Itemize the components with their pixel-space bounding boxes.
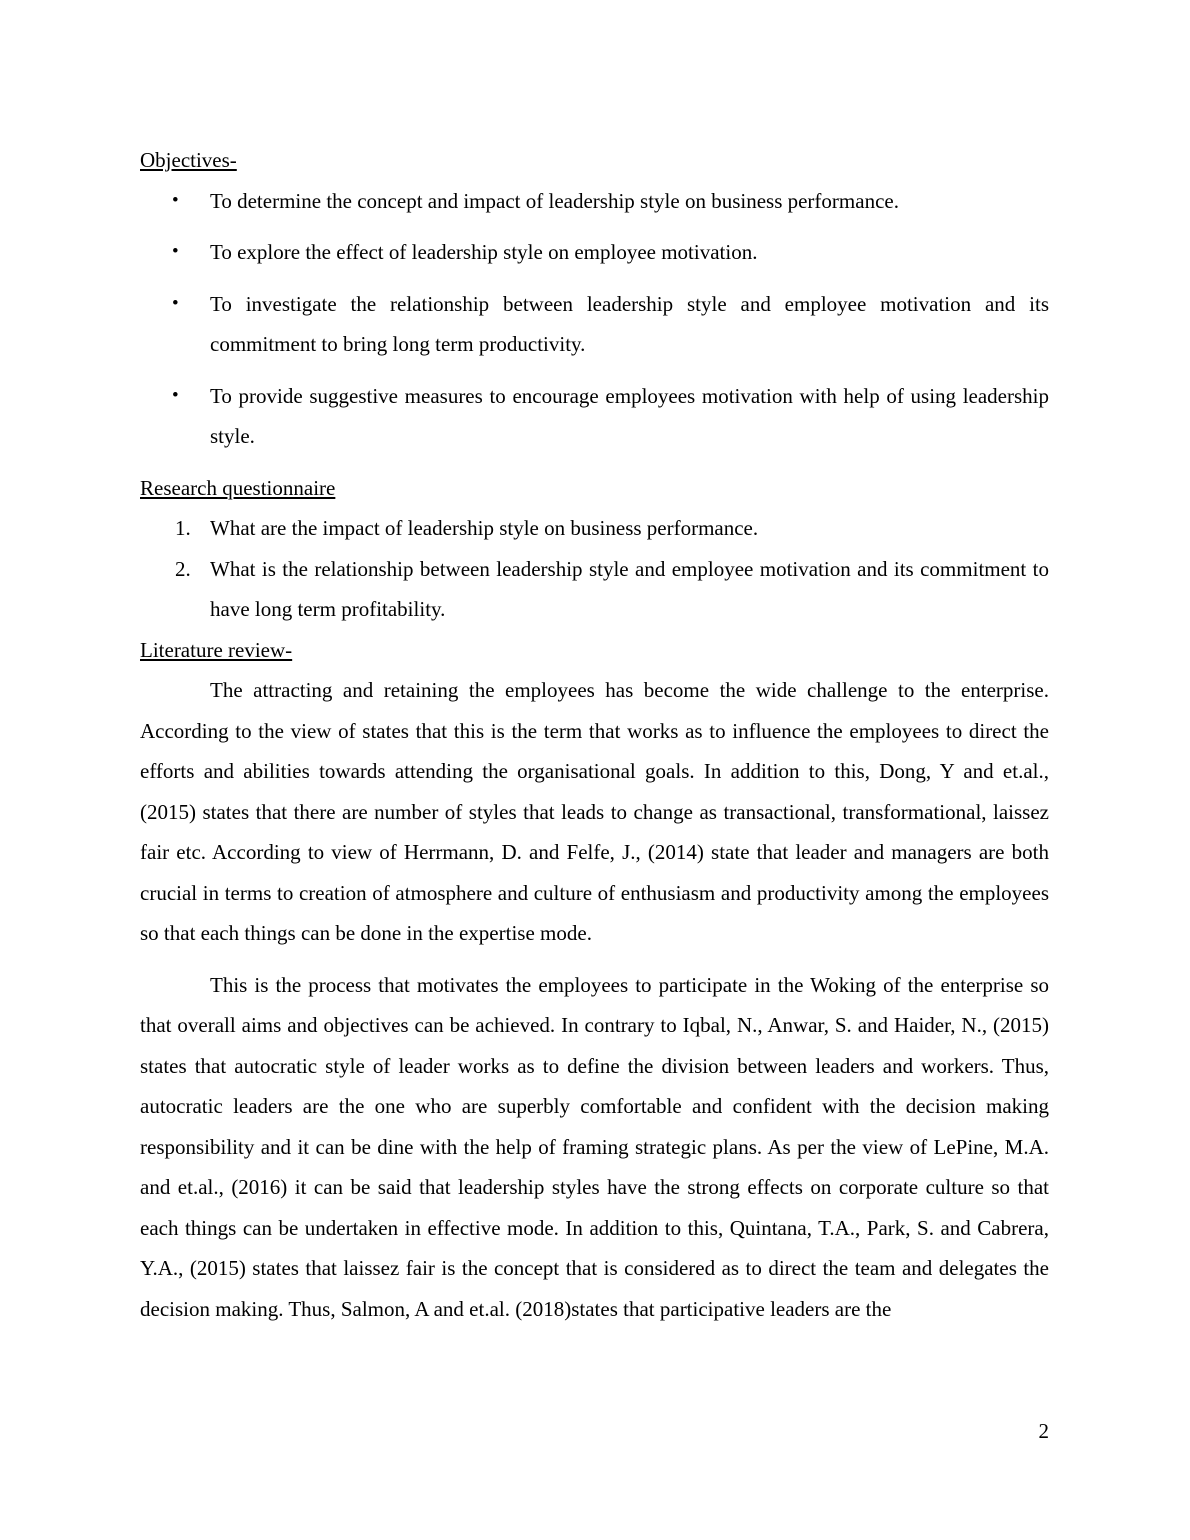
question-number: 2. xyxy=(175,556,191,581)
question-text: What is the relationship between leadership style and employee motivation and its commitment to have long term profitability. xyxy=(210,556,1049,621)
objective-item xyxy=(140,232,1049,273)
literature-paragraph: This is the process that motivates the employees to participate in the Woking of the enterprise so that overall aims and objectives can be achieved. In contrary to Iqbal, N., Anwar, S. and Haider, N., (2015) states that autocratic style of leader works as to define the division between leaders and workers. Thus, autocratic leaders are the one who are superbly comfortable and confident with the decision making responsibility and it can be dine with the help of framing strategic plans. As per the view of LePine, M.A. and et.al., (2016) it can be said that leadership styles have the strong effects on corporate culture so that each things can be undertaken in effective mode. In addition to this, Quintana, T.A., Park, S. and Cabrera, Y.A., (2015) states that laissez fair is the concept that is considered as to direct the team and delegates the decision making. Thus, Salmon, A and et.al. (2018)states that participative leaders are the xyxy=(140,972,1049,1321)
objectives-list xyxy=(140,181,1049,457)
research-question-item xyxy=(140,508,1049,549)
literature-heading: Literature review- xyxy=(140,637,293,662)
objective-text: To provide suggestive measures to encourage employees motivation with help of using leadership style. xyxy=(210,383,1049,448)
question-text: What are the impact of leadership style on business performance. xyxy=(210,516,759,540)
question-number: 1. xyxy=(175,516,191,540)
bullet-icon: • xyxy=(172,189,179,211)
objective-item xyxy=(140,284,1049,365)
bullet-icon: • xyxy=(172,241,179,262)
objective-text: To explore the effect of leadership style on employee motivation. xyxy=(210,240,758,264)
objective-item xyxy=(140,376,1049,457)
literature-paragraph: The attracting and retaining the employees has become the wide challenge to the enterprise. According to the view of states that this is the term that works as to influence the employees to direct the efforts and abilities towards attending the organisational goals. In addition to this, Dong, Y and et.al., (2015) states that there are number of styles that leads to change as transactional, transformational, laissez fair etc. According to view of Herrmann, D. and Felfe, J., (2014) state that leader and managers are both crucial in terms to creation of atmosphere and culture of enthusiasm and productivity among the employees so that each things can be done in the expertise mode. xyxy=(140,678,1049,945)
page-number: 2 xyxy=(1038,1419,1049,1443)
objective-text: To investigate the relationship between leadership style and employee motivation and its commitment to bring long term productivity. xyxy=(210,291,1049,356)
research-heading: Research questionnaire xyxy=(140,475,336,500)
research-question-item xyxy=(140,549,1049,630)
objectives-heading: Objectives- xyxy=(140,148,237,172)
bullet-icon: • xyxy=(172,292,179,314)
bullet-icon: • xyxy=(172,384,179,406)
research-questions-list xyxy=(140,508,1049,630)
objective-text: To determine the concept and impact of leadership style on business performance. xyxy=(210,188,899,213)
page-content xyxy=(140,140,1049,1340)
objective-item xyxy=(140,181,1049,222)
